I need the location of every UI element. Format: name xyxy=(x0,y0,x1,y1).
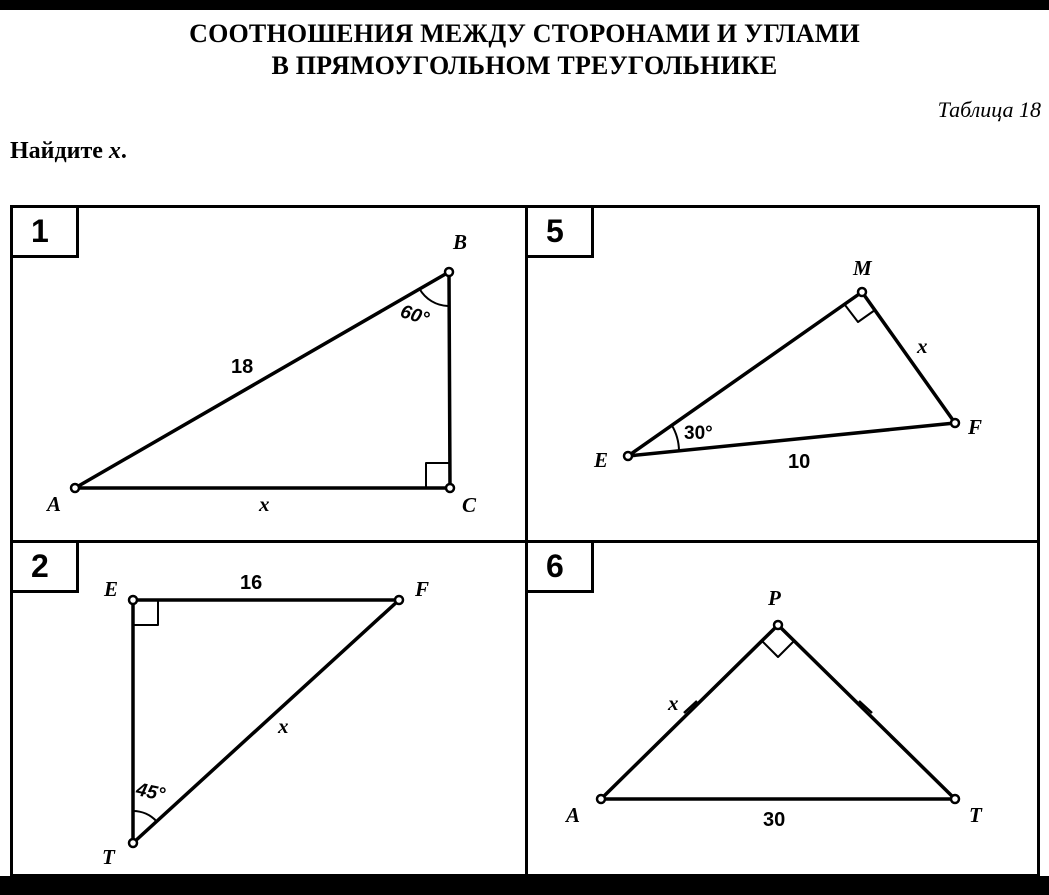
label-6-p: P xyxy=(768,586,781,610)
label-6-t: T xyxy=(969,803,982,827)
point-1-a xyxy=(71,484,79,492)
task-period: . xyxy=(120,138,127,164)
title-line-1: СООТНОШЕНИЯ МЕЖДУ СТОРОНАМИ И УГЛАМИ xyxy=(189,19,860,48)
label-1-a: A xyxy=(47,492,62,516)
side-6-unknown: x xyxy=(668,691,679,715)
label-2-e: E xyxy=(104,577,119,601)
side-6-hypotenuse: 30 xyxy=(763,809,786,831)
point-2-t xyxy=(129,839,137,847)
label-5-f: F xyxy=(968,415,983,439)
point-6-p xyxy=(774,621,782,629)
side-1-unknown: x xyxy=(259,492,270,516)
triangle-1 xyxy=(75,272,450,488)
point-5-m xyxy=(858,288,866,296)
label-2-t: T xyxy=(102,845,115,869)
triangle-5 xyxy=(628,292,955,456)
problem-number-1: 1 xyxy=(13,208,79,258)
bottom-border-bar xyxy=(0,876,1049,895)
point-6-t xyxy=(951,795,959,803)
point-6-a xyxy=(597,795,605,803)
side-2-unknown: x xyxy=(278,714,289,738)
label-6-a: A xyxy=(566,803,581,827)
angle-2-t: 45° xyxy=(134,779,167,806)
side-5-hypotenuse: 10 xyxy=(788,451,811,473)
angle-1-b: 60° xyxy=(397,301,432,330)
problem-number-6: 6 xyxy=(528,543,594,593)
table-number-label: Таблица 18 xyxy=(937,97,1041,122)
point-5-e xyxy=(624,452,632,460)
side-1-hypotenuse: 18 xyxy=(231,356,254,378)
side-2-leg: 16 xyxy=(240,572,263,594)
task-text: Найдите xyxy=(10,138,103,164)
point-2-e xyxy=(129,596,137,604)
point-1-c xyxy=(446,484,454,492)
point-1-b xyxy=(445,268,453,276)
label-5-e: E xyxy=(594,448,609,472)
angle-5-e: 30° xyxy=(684,423,713,444)
point-5-f xyxy=(951,419,959,427)
label-1-b: B xyxy=(453,230,468,254)
label-2-f: F xyxy=(415,577,430,601)
triangle-6 xyxy=(601,625,955,799)
triangle-2 xyxy=(133,600,399,843)
label-1-c: C xyxy=(462,493,477,517)
point-2-f xyxy=(395,596,403,604)
label-5-m: M xyxy=(853,256,872,280)
title-line-2: В ПРЯМОУГОЛЬНОМ ТРЕУГОЛЬНИКЕ xyxy=(271,51,778,80)
problem-number-5: 5 xyxy=(528,208,594,258)
side-5-unknown: x xyxy=(917,334,928,358)
task-variable: x xyxy=(108,138,121,164)
problem-number-2: 2 xyxy=(13,543,79,593)
